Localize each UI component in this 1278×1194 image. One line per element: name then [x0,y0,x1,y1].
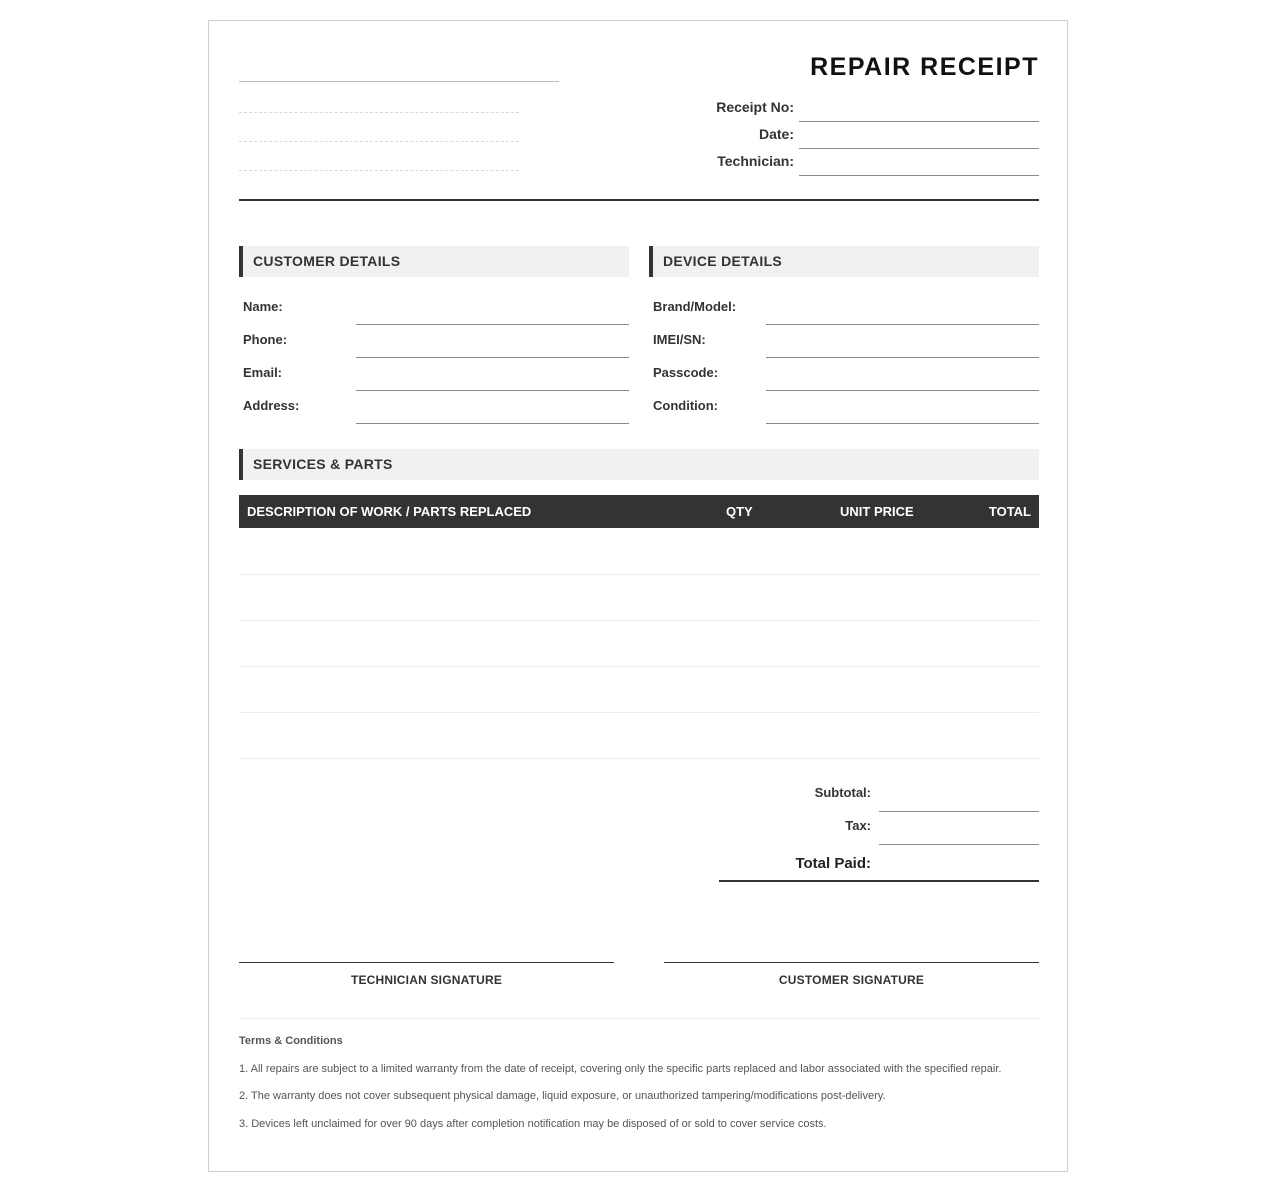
document-title: REPAIR RECEIPT [810,53,1039,81]
total-paid-label: Total Paid: [795,855,871,872]
tax-row [719,812,1039,845]
tax-label: Tax: [845,818,871,833]
subtotal-row [719,779,1039,812]
terms-item: 2. The warranty does not cover subsequent physical damage, liquid exposure, or unauthorized tampering/modifications post-delivery. [239,1090,886,1102]
customer-phone-row [239,325,629,358]
customer-name-label: Name: [243,299,283,314]
date-label: Date: [758,126,794,142]
receipt-page [208,20,1068,1172]
technician-field[interactable] [799,175,1039,176]
column-description: DESCRIPTION OF WORK / PARTS REPLACED [247,504,532,519]
terms-divider [239,1018,1039,1019]
total-paid-field[interactable] [719,880,1039,882]
customer-address-label: Address: [243,398,300,413]
device-passcode-row [649,358,1039,391]
device-brand-row [649,292,1039,325]
terms-title: Terms & Conditions [239,1035,343,1047]
device-imei-label: IMEI/SN: [653,332,706,347]
device-passcode-label: Passcode: [653,365,719,380]
table-row[interactable] [239,528,1039,575]
technician-signature-line[interactable] [239,962,614,963]
customer-email-row [239,358,629,391]
device-condition-row [649,391,1039,424]
table-row[interactable] [239,712,1039,759]
header-divider [239,199,1039,201]
device-brand-label: Brand/Model: [653,299,737,314]
customer-phone-label: Phone: [243,332,288,347]
device-details-heading: DEVICE DETAILS [649,246,1039,277]
customer-signature-block[interactable] [664,962,1039,987]
customer-address-row [239,391,629,424]
services-table-header [239,495,1039,528]
total-paid-row [719,843,1039,882]
terms-item: 1. All repairs are subject to a limited warranty from the date of receipt, covering only the specific parts replaced and labor associated with the specified repair. [239,1063,1002,1075]
customer-signature-label: CUSTOMER SIGNATURE [778,973,925,987]
column-total: TOTAL [988,504,1031,519]
company-address-line-1[interactable] [239,112,519,113]
customer-details-heading: CUSTOMER DETAILS [239,246,629,277]
date-row [699,122,1039,149]
customer-email-label: Email: [243,365,283,380]
table-row[interactable] [239,666,1039,713]
services-parts-heading: SERVICES & PARTS [239,449,1039,480]
company-contact-line[interactable] [239,170,519,171]
column-unit-price: UNIT PRICE [840,504,914,519]
table-row[interactable] [239,620,1039,667]
technician-label: Technician: [717,153,794,169]
device-imei-row [649,325,1039,358]
receipt-number-label: Receipt No: [716,99,794,115]
customer-name-row [239,292,629,325]
receipt-number-row [699,95,1039,122]
technician-row [699,149,1039,176]
technician-signature-block[interactable] [239,962,614,987]
company-address-line-2[interactable] [239,141,519,142]
column-qty: QTY [726,504,753,519]
company-name-line[interactable] [239,81,559,82]
table-row[interactable] [239,574,1039,621]
customer-signature-line[interactable] [664,962,1039,963]
technician-signature-label: TECHNICIAN SIGNATURE [350,973,503,987]
device-condition-field[interactable] [766,423,1039,424]
subtotal-label: Subtotal: [814,785,871,800]
receipt-content [239,21,1039,1171]
device-condition-label: Condition: [653,398,718,413]
customer-address-field[interactable] [356,423,629,424]
terms-item: 3. Devices left unclaimed for over 90 days after completion notification may be disposed of or sold to cover service costs. [239,1118,827,1130]
